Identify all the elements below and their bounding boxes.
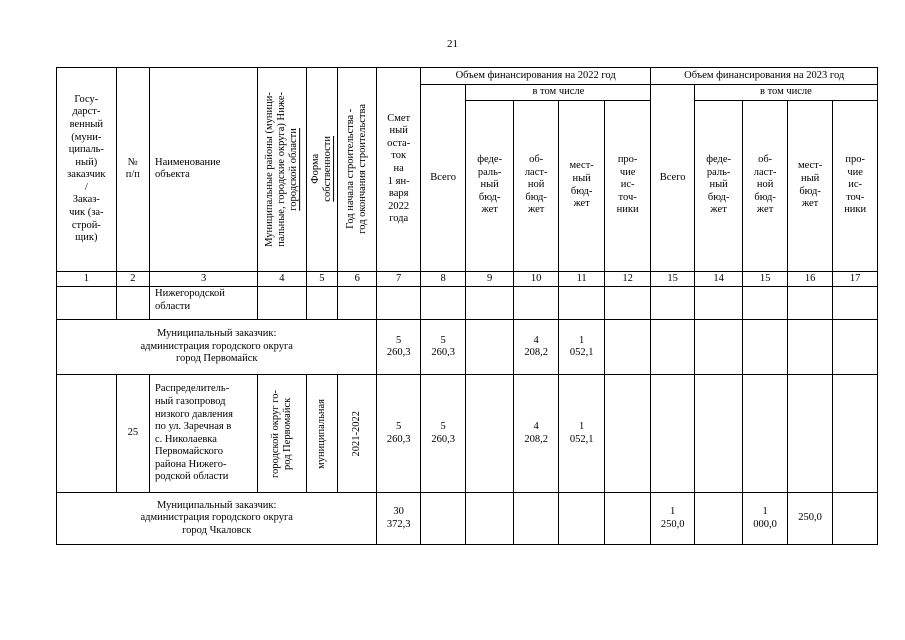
header-years: Год начала строительства - год окончания строительства — [338, 68, 377, 272]
table-row-continuation — [57, 287, 878, 320]
header-district: Муниципальные районы (муници- пальные, городские округа) Ниже- городской области — [258, 68, 307, 272]
header-local-2022: мест- ный бюд- жет — [559, 100, 604, 271]
col-number: 16 — [787, 271, 832, 287]
header-customer: Госу- дарст- венный (муни- ципаль- ный) заказчик / Заказ- чик (за- строй- щик) — [57, 68, 117, 272]
col-number: 7 — [377, 271, 420, 287]
col-number: 2 — [116, 271, 149, 287]
header-num: № п/п — [116, 68, 149, 272]
col-number: 11 — [559, 271, 604, 287]
local-2022-cell: 1 052,1 — [559, 375, 604, 493]
col-number: 4 — [258, 271, 307, 287]
customer-group-label: Муниципальный заказчик: администрация городского округа город Чкаловск — [57, 493, 377, 545]
header-fin-2023: Объем финансирования на 2023 год — [651, 68, 878, 85]
header-other-2022: про- чие ис- точ- ники — [604, 100, 651, 271]
col-number: 10 — [513, 271, 558, 287]
header-remainder: Смет ный оста- ток на 1 ян- варя 2022 года — [377, 68, 420, 272]
header-incl-2022: в том числе — [466, 85, 651, 101]
col-number: 12 — [604, 271, 651, 287]
years-cell: 2021-2022 — [338, 375, 377, 493]
total-2022-cell: 5 260,3 — [420, 375, 465, 493]
ownership-cell: муниципальная — [306, 375, 337, 493]
header-local-2023: мест- ный бюд- жет — [787, 100, 832, 271]
col-number: 8 — [420, 271, 465, 287]
col-number: 1 — [57, 271, 117, 287]
object-name: Распределитель- ный газопровод низкого давления по ул. Заречная в с. Николаевка Первомайского района Нижего- родской области — [150, 375, 258, 493]
remainder-cell: 30 372,3 — [377, 493, 420, 545]
remainder-cell: 5 260,3 — [377, 320, 420, 375]
total-2023-cell: 1 250,0 — [651, 493, 694, 545]
col-number: 14 — [694, 271, 743, 287]
table-row-group-pervomaisk — [57, 320, 878, 375]
col-number: 6 — [338, 271, 377, 287]
col-number: 15 — [743, 271, 787, 287]
header-ownership: Форма собственности — [306, 68, 337, 272]
regional-2022-cell: 4 208,2 — [513, 320, 558, 375]
col-number: 15 — [651, 271, 694, 287]
header-regional-2022: об- ласт- ной бюд- жет — [513, 100, 558, 271]
local-2022-cell: 1 052,1 — [559, 320, 604, 375]
col-number: 3 — [150, 271, 258, 287]
item-number: 25 — [116, 375, 149, 493]
table-row-item-25 — [57, 375, 878, 493]
table-row-group-chkalovsk — [57, 493, 878, 545]
column-number-row — [57, 271, 878, 287]
object-name-continuation: Нижегородской области — [150, 287, 258, 320]
regional-2022-cell: 4 208,2 — [513, 375, 558, 493]
header-federal-2023: феде- раль- ный бюд- жет — [694, 100, 743, 271]
col-number: 17 — [833, 271, 878, 287]
remainder-cell: 5 260,3 — [377, 375, 420, 493]
col-number: 9 — [466, 271, 514, 287]
header-row-1 — [57, 68, 878, 85]
header-total-2022: Всего — [420, 85, 465, 272]
customer-group-label: Муниципальный заказчик: администрация городского округа город Первомайск — [57, 320, 377, 375]
header-other-2023: про- чие ис- точ- ники — [833, 100, 878, 271]
regional-2023-cell: 1 000,0 — [743, 493, 787, 545]
header-incl-2023: в том числе — [694, 85, 877, 101]
header-fin-2022: Объем финансирования на 2022 год — [420, 68, 650, 85]
page-number: 21 — [447, 38, 458, 50]
header-regional-2023: об- ласт- ной бюд- жет — [743, 100, 787, 271]
header-federal-2022: феде- раль- ный бюд- жет — [466, 100, 514, 271]
col-number: 5 — [306, 271, 337, 287]
header-object-name: Наименование объекта — [150, 68, 258, 272]
local-2023-cell: 250,0 — [787, 493, 832, 545]
district-cell: городской округ го- род Первомайск — [258, 375, 307, 493]
header-total-2023: Всего — [651, 85, 694, 272]
financing-table — [56, 67, 878, 545]
total-2022-cell: 5 260,3 — [420, 320, 465, 375]
